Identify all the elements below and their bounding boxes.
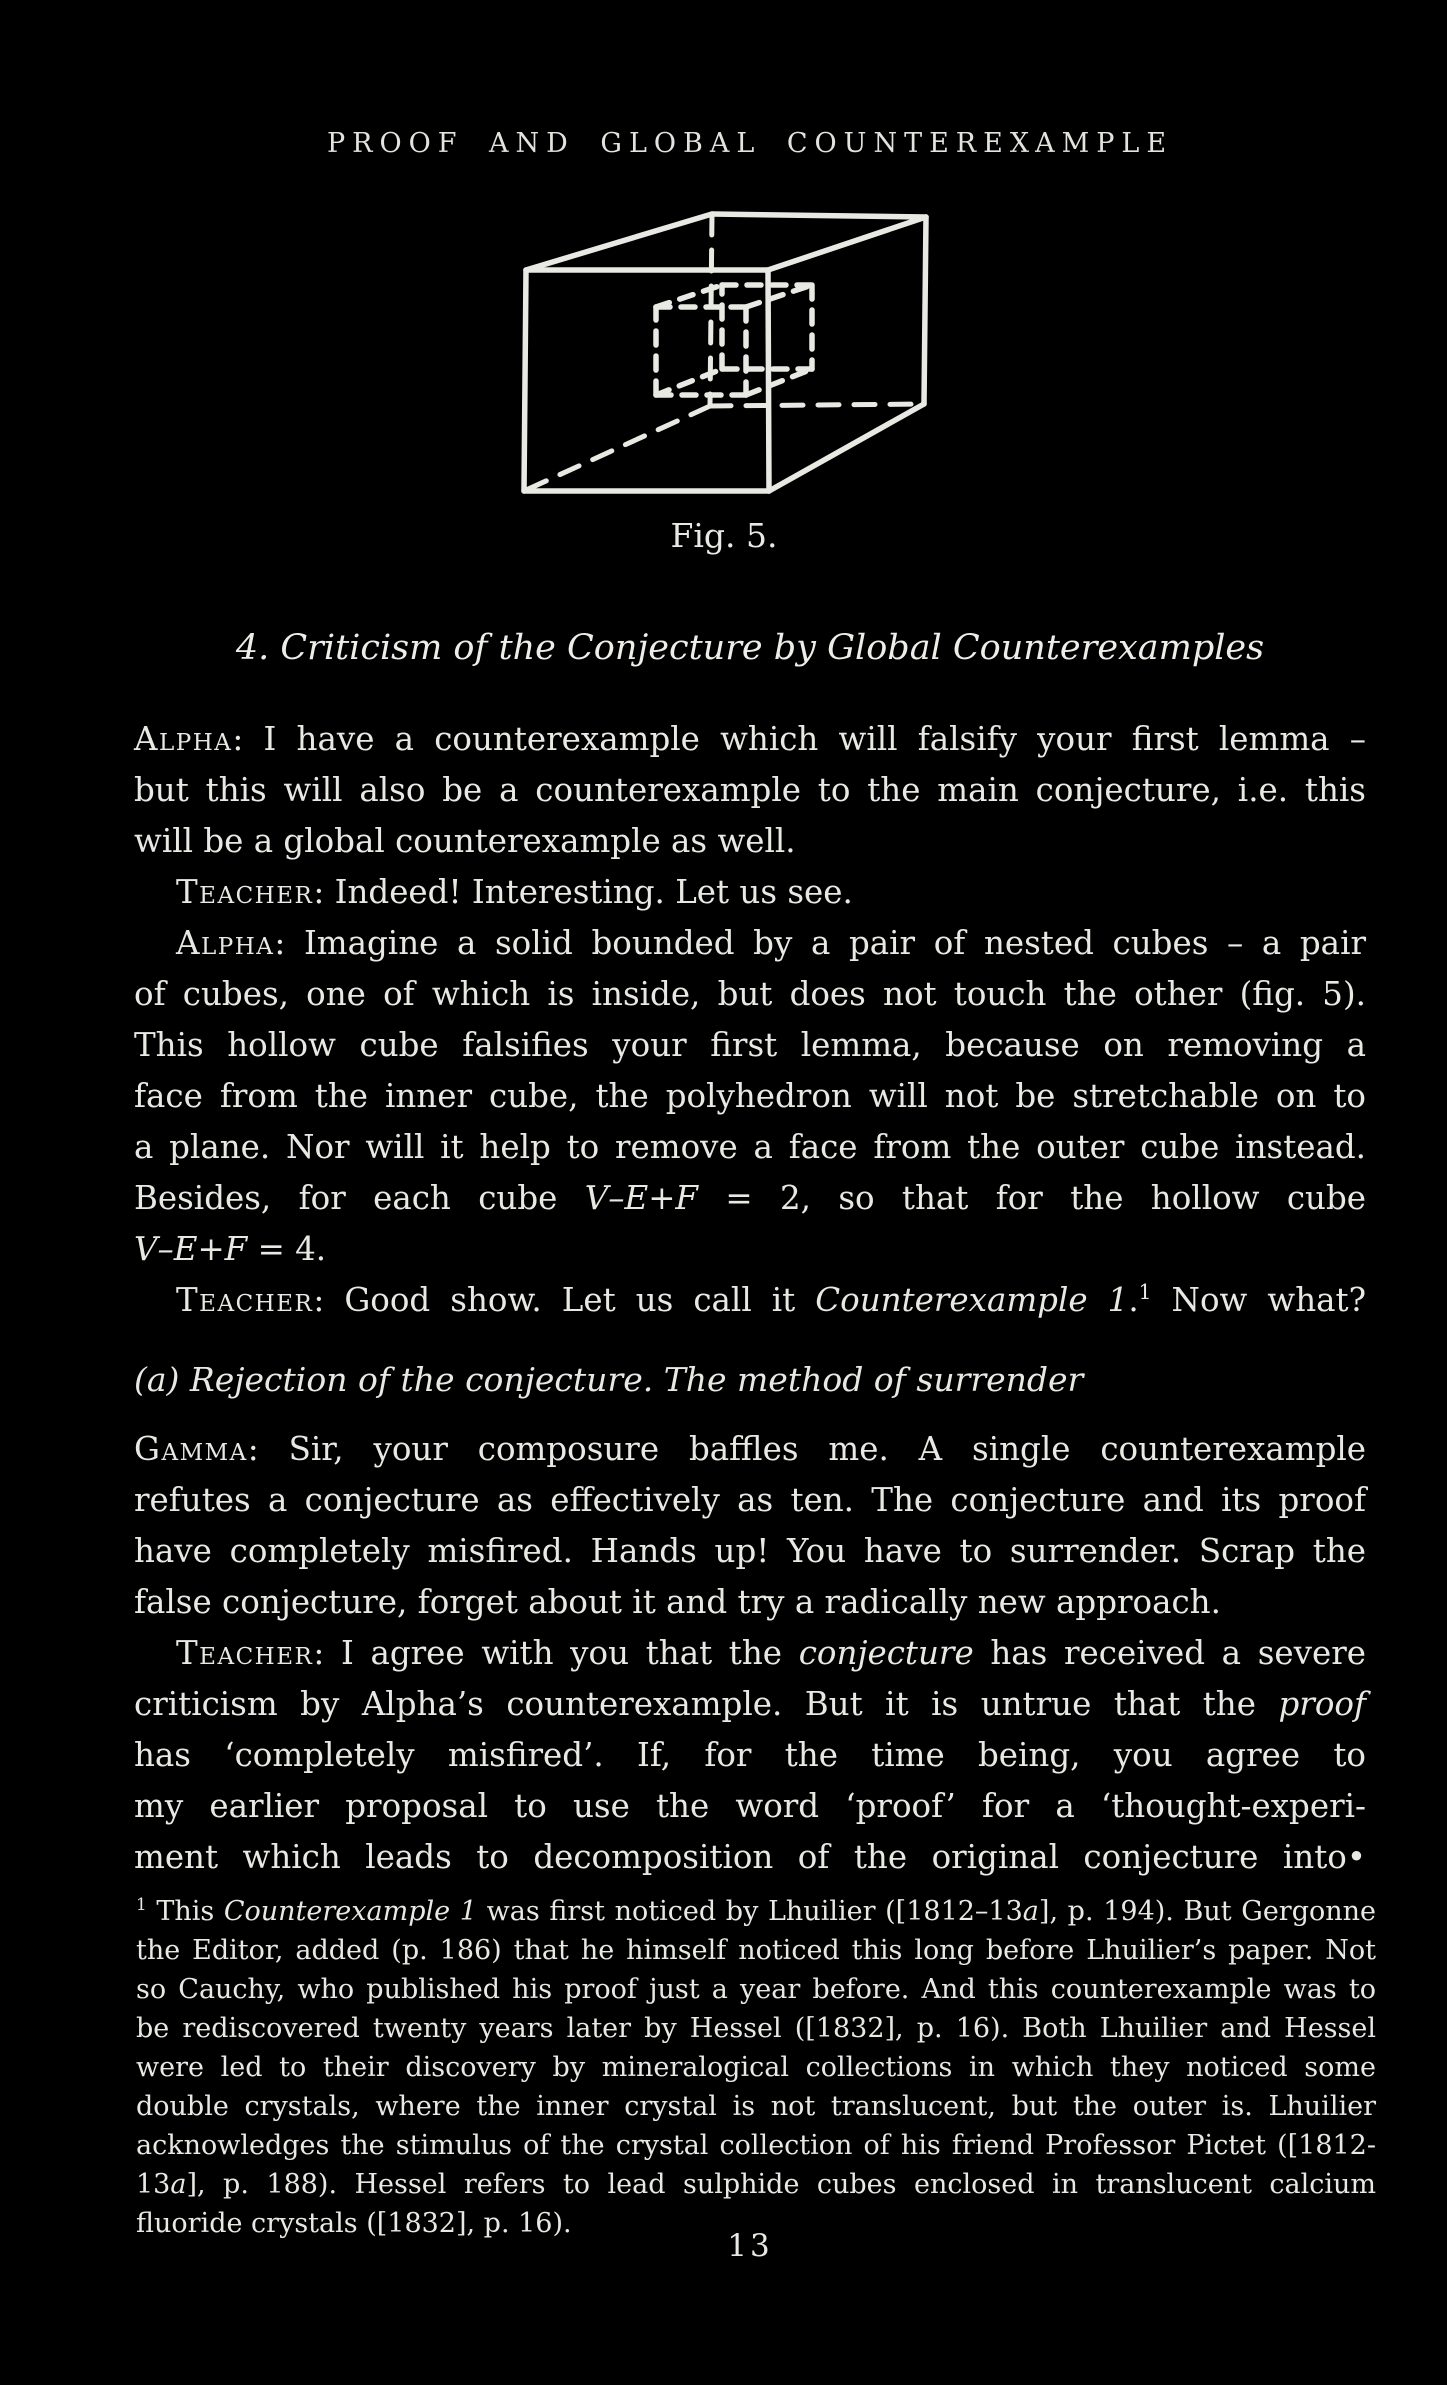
text-line: criticism by Alpha’s counterexample. But it is untrue that the proof	[134, 1685, 1366, 1723]
text-line: of cubes, one of which is inside, but does not touch the other (fig. 5).	[134, 975, 1366, 1013]
text-line: has ‘completely misfired’. If, for the time being, you agree to	[134, 1736, 1366, 1774]
speaker-name: Teacher	[176, 1634, 314, 1672]
text-line: Teacher: Indeed! Interesting. Let us see.	[176, 873, 853, 911]
subsection-heading: (a) Rejection of the conjecture. The method of surrender	[134, 1360, 1084, 1399]
text-line: the Editor, added (p. 186) that he himself noticed this long before Lhuilier’s paper. Not	[136, 1935, 1376, 1966]
text-line: were led to their discovery by mineralogical collections in which they noticed some	[136, 2052, 1376, 2083]
speaker-name: Teacher	[176, 1281, 314, 1319]
text-line: Besides, for each cube V–E+F = 2, so that for the hollow cube	[134, 1179, 1367, 1217]
text-line: ment which leads to decomposition of the original conjecture into•	[134, 1838, 1366, 1876]
outer-cube-hidden-edges	[524, 214, 924, 491]
text-line: Alpha: I have a counterexample which will falsify your first lemma –	[134, 720, 1366, 758]
text-line: This hollow cube falsifies your first lemma, because on removing a	[134, 1026, 1366, 1064]
text-line: Teacher: Good show. Let us call it Counterexample 1.$^1$ Now what?	[176, 1280, 1366, 1319]
outer-cube-solid-edges	[524, 214, 926, 491]
text-line: $^1$ This Counterexample 1 was first noticed by Lhuilier ([1812–13a], p. 194). But Gergonne	[136, 1894, 1377, 1927]
text-line: refutes a conjecture as effectively as ten. The conjecture and its proof	[134, 1481, 1366, 1519]
text-line: 13a], p. 188). Hessel refers to lead sulphide cubes enclosed in translucent calcium	[136, 2169, 1376, 2200]
text-line: Teacher: I agree with you that the conjecture has received a severe	[176, 1634, 1366, 1672]
text-line: will be a global counterexample as well.	[134, 822, 796, 860]
text-line: my earlier proposal to use the word ‘proof’ for a ‘thought-experi-	[134, 1787, 1366, 1825]
text-line: Gamma: Sir, your composure baffles me. A single counterexample	[134, 1430, 1366, 1468]
text-line: face from the inner cube, the polyhedron will not be stretchable on to	[134, 1077, 1366, 1115]
speaker-name: Alpha	[176, 924, 275, 962]
speaker-name: Teacher	[176, 873, 314, 911]
text-line: so Cauchy, who published his proof just a year before. And this counterexample was to	[136, 1974, 1376, 2005]
section-heading: 4. Criticism of the Conjecture by Global Counterexamples	[235, 628, 1265, 668]
text-line: a plane. Nor will it help to remove a face from the outer cube instead.	[134, 1128, 1366, 1166]
running-header: PROOF AND GLOBAL COUNTEREXAMPLE	[326, 128, 1174, 159]
text-line: false conjecture, forget about it and try a radically new approach.	[134, 1583, 1221, 1621]
nested-cubes-figure	[0, 0, 1447, 600]
text-line: be rediscovered twenty years later by Hessel ([1832], p. 16). Both Lhuilier and Hessel	[136, 2013, 1376, 2044]
text-line: Alpha: Imagine a solid bounded by a pair of nested cubes – a pair	[176, 924, 1366, 962]
footnote-marker: 1	[136, 1894, 147, 1914]
inner-cube-dashed-edges	[656, 285, 812, 395]
dialogue-text-block	[134, 714, 1366, 1883]
figure-caption: Fig. 5.	[670, 516, 778, 555]
text-line: have completely misfired. Hands up! You have to surrender. Scrap the	[134, 1532, 1366, 1570]
page-number: 13	[727, 2228, 773, 2264]
footnote-block	[136, 1892, 1376, 2243]
footnote-marker: 1	[1138, 1280, 1152, 1305]
speaker-name: Gamma	[134, 1430, 248, 1468]
text-line: acknowledges the stimulus of the crystal collection of his friend Professor Pictet ([1812-	[136, 2130, 1376, 2161]
text-line: but this will also be a counterexample to the main conjecture, i.e. this	[134, 771, 1366, 809]
text-line: double crystals, where the inner crystal is not translucent, but the outer is. Lhuilier	[136, 2091, 1376, 2122]
text-line: fluoride crystals ([1832], p. 16).	[136, 2208, 572, 2239]
text-line: V–E+F = 4.	[134, 1230, 327, 1268]
speaker-name: Alpha	[134, 720, 233, 758]
